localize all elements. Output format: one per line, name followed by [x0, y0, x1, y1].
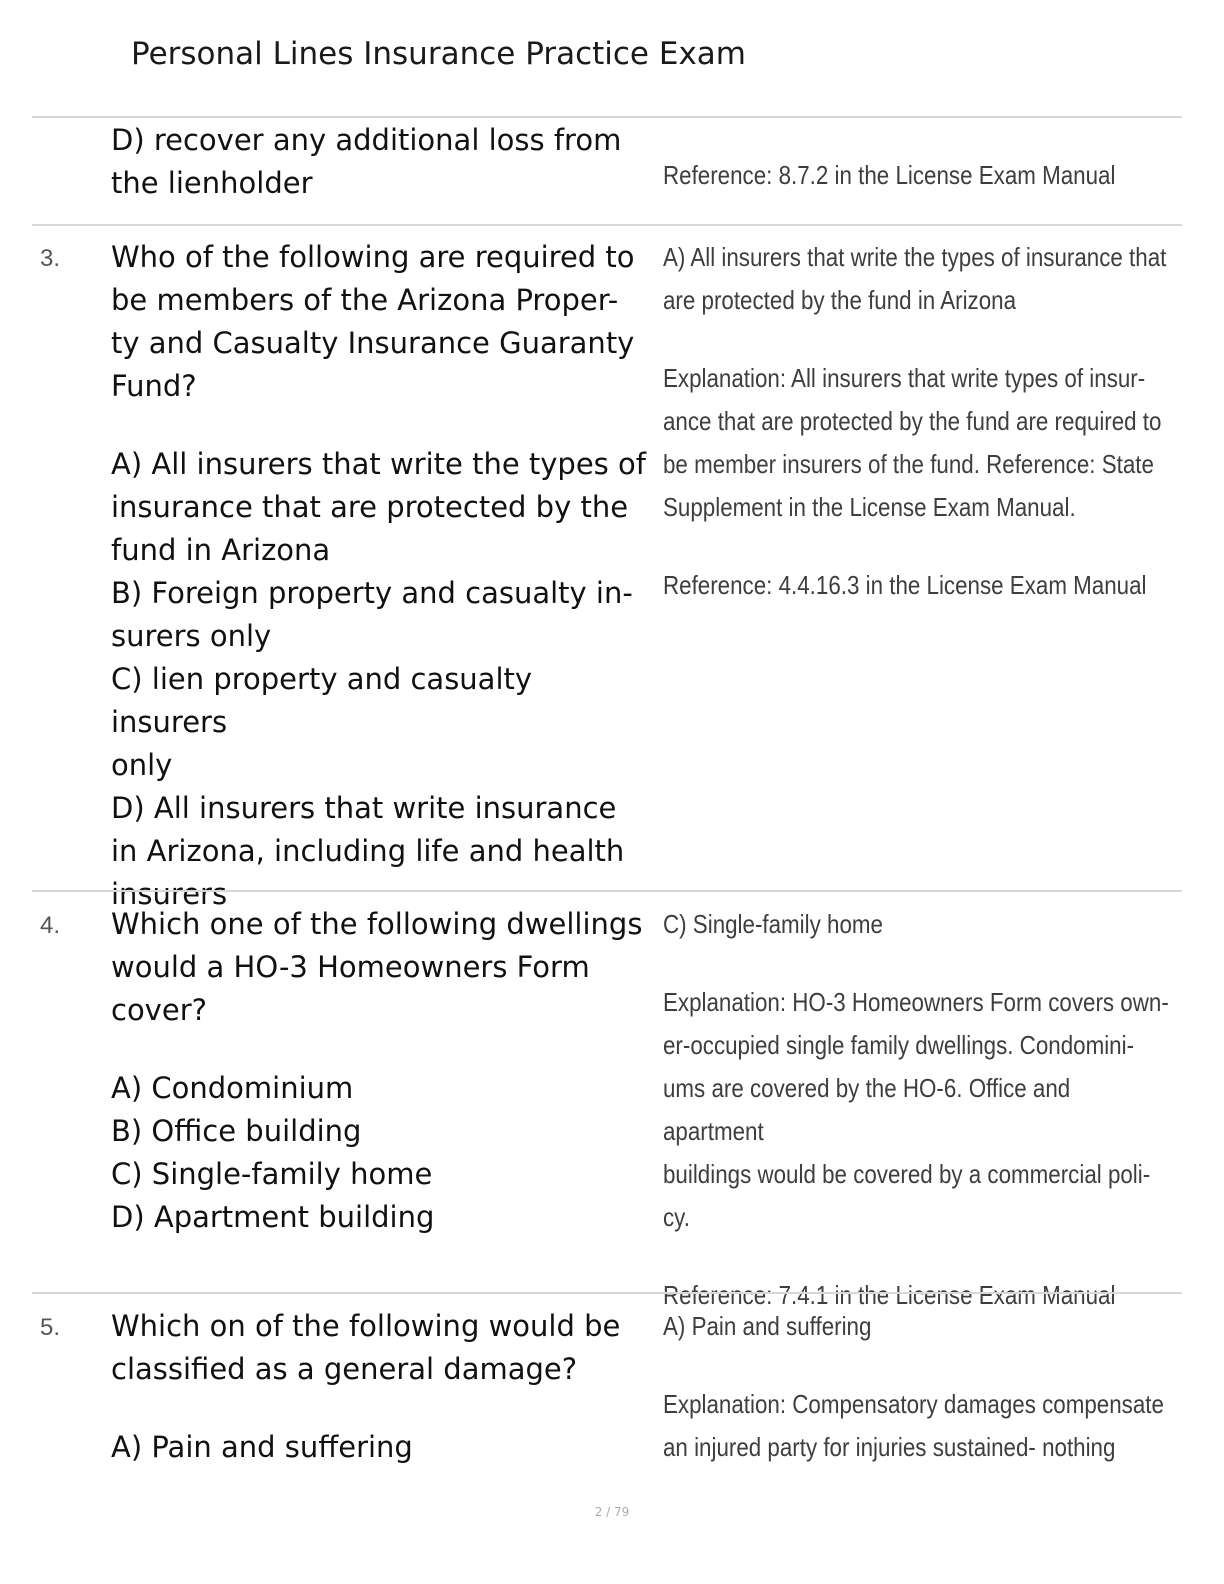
- question-number: 3.: [40, 245, 61, 272]
- question-text: Which on of the following would be classified as a general damage?: [111, 1309, 621, 1386]
- option-a: A) All insurers that write the types of insurance that are protected by the fund in Arizona: [111, 447, 646, 567]
- question-number: 5.: [40, 1314, 61, 1341]
- continued-answer-tail: [111, 119, 656, 205]
- answer-text: A) Pain and suffering: [663, 1311, 872, 1341]
- answer-text: A) All insurers that write the types of insurance that are protected by the fund in Arizona: [663, 242, 1167, 315]
- question-text: Who of the following are required to be members of the Arizona Proper- ty and Casualty Insurance Guaranty Fund?: [111, 240, 635, 403]
- answer-text: C) Single-family home: [663, 909, 883, 939]
- option-d: D) All insurers that write insurance in Arizona, including life and health insurers: [111, 791, 625, 911]
- reference-text: Reference: 7.4.1 in the License Exam Manual: [663, 1280, 1116, 1310]
- question-number: 4.: [40, 912, 61, 939]
- option-text: D) recover any additional loss from the lienholder: [111, 123, 622, 200]
- divider: [32, 224, 1182, 226]
- divider: [32, 1292, 1182, 1294]
- question-block: [111, 1305, 656, 1469]
- question-text: Which one of the following dwellings would a HO-3 Homeowners Form cover?: [111, 907, 643, 1027]
- divider: [32, 116, 1182, 118]
- explanation-text: Explanation: Compensatory damages compensate an injured party for injuries sustained- nothing: [663, 1389, 1164, 1462]
- question-block: [111, 236, 656, 916]
- page-title: Personal Lines Insurance Practice Exam: [131, 36, 746, 72]
- answer-block: [663, 236, 1170, 607]
- option-c: C) lien property and casualty insurers only: [111, 662, 533, 782]
- explanation-text: Explanation: HO-3 Homeowners Form covers own- er-occupied single family dwellings. Condomini- ums are covered by the HO-6. Office and apartment buildings would be covered by a commercial poli- cy.: [663, 987, 1169, 1232]
- divider: [32, 890, 1182, 892]
- reference-text: Reference: 4.4.16.3 in the License Exam Manual: [663, 570, 1147, 600]
- explanation-text: Explanation: All insurers that write types of insur- ance that are protected by the fund are required to be member insurers of the fund. Reference: State Supplement in the License Exam Manual.: [663, 363, 1162, 522]
- option-a: A) Pain and suffering: [111, 1430, 413, 1464]
- page-number: 2 / 79: [594, 1505, 630, 1519]
- continued-reference: [663, 154, 1170, 197]
- option-a: A) Condominium: [111, 1071, 354, 1105]
- question-block: [111, 903, 656, 1239]
- option-b: B) Office building: [111, 1114, 362, 1148]
- option-c: C) Single-family home: [111, 1157, 433, 1191]
- answer-block: [663, 903, 1170, 1317]
- option-b: B) Foreign property and casualty in- surers only: [111, 576, 633, 653]
- option-d: D) Apartment building: [111, 1200, 435, 1234]
- reference-text: Reference: 8.7.2 in the License Exam Manual: [663, 160, 1116, 190]
- answer-block: [663, 1305, 1170, 1469]
